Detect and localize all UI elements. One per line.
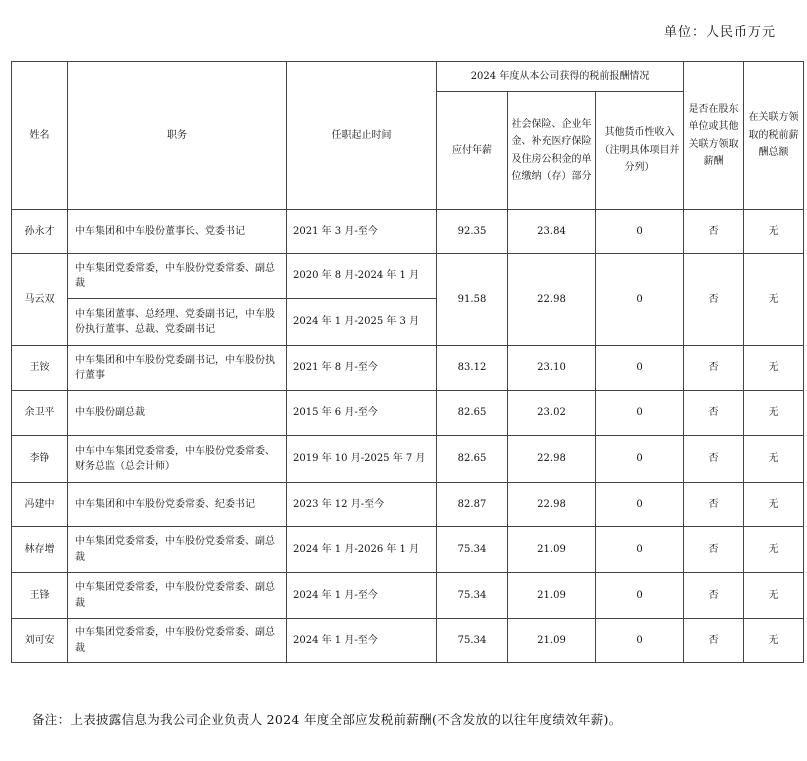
header-row-top: [12, 62, 804, 92]
cell-salary: 91.58: [437, 254, 508, 346]
cell-salary: 92.35: [437, 210, 508, 254]
cell-period: 2019 年 10 月-2025 年 7 月: [287, 436, 437, 483]
cell-period: 2023 年 12 月-至今: [287, 483, 437, 527]
cell-salary: 83.12: [437, 346, 508, 391]
cell-name: 冯建中: [12, 483, 68, 527]
cell-insurance: 22.98: [508, 483, 596, 527]
cell-salary: 82.87: [437, 483, 508, 527]
cell-other: 0: [596, 210, 684, 254]
unit-label: 单位：人民币万元: [663, 25, 776, 40]
cell-related: 否: [684, 346, 744, 391]
cell-related-total: 无: [744, 346, 804, 391]
cell-related: 否: [684, 391, 744, 436]
header-related-total: 在关联方领取的税前薪酬总额: [744, 62, 804, 210]
cell-insurance: 23.10: [508, 346, 596, 391]
cell-other: 0: [596, 346, 684, 391]
cell-name: 李铮: [12, 436, 68, 483]
cell-salary: 82.65: [437, 391, 508, 436]
cell-duty: 中车中车集团党委常委，中车股份党委常委、财务总监（总会计师）: [68, 436, 287, 483]
cell-period: 2024 年 1 月-2025 年 3 月: [287, 299, 437, 346]
compensation-table: [11, 61, 804, 663]
cell-related-total: 无: [744, 210, 804, 254]
cell-related-total: 无: [744, 573, 804, 619]
cell-name: 王锋: [12, 573, 68, 619]
header-other: 其他货币性收入（注明具体项目并分列）: [596, 92, 684, 210]
footnote: 备注：上表披露信息为我公司企业负责人 2024 年度全部应发税前薪酬(不含发放的以往年度绩效年薪)。: [32, 712, 622, 727]
table-row: [12, 436, 804, 483]
cell-duty: 中车集团和中车股份董事长、党委书记: [68, 210, 287, 254]
cell-period: 2024 年 1 月-至今: [287, 619, 437, 663]
cell-related-total: 无: [744, 527, 804, 573]
cell-name: 林存增: [12, 527, 68, 573]
cell-name: 刘可安: [12, 619, 68, 663]
header-related: 是否在股东单位或其他关联方领取薪酬: [684, 62, 744, 210]
cell-related: 否: [684, 436, 744, 483]
cell-insurance: 23.84: [508, 210, 596, 254]
cell-other: 0: [596, 391, 684, 436]
cell-period: 2015 年 6 月-至今: [287, 391, 437, 436]
cell-duty: 中车集团董事、总经理、党委副书记，中车股份执行董事、总裁、党委副书记: [68, 299, 287, 346]
cell-related-total: 无: [744, 391, 804, 436]
cell-related: 否: [684, 210, 744, 254]
cell-duty: 中车集团党委常委，中车股份党委常委、副总裁: [68, 619, 287, 663]
header-name: 姓名: [12, 62, 68, 210]
cell-name: 马云双: [12, 254, 68, 346]
cell-duty: 中车集团党委常委，中车股份党委常委、副总裁: [68, 573, 287, 619]
cell-salary: 75.34: [437, 527, 508, 573]
cell-insurance: 22.98: [508, 254, 596, 346]
cell-other: 0: [596, 527, 684, 573]
cell-other: 0: [596, 573, 684, 619]
cell-period: 2021 年 8 月-至今: [287, 346, 437, 391]
header-salary: 应付年薪: [437, 92, 508, 210]
cell-duty: 中车集团和中车股份党委副书记，中车股份执行董事: [68, 346, 287, 391]
cell-insurance: 22.98: [508, 436, 596, 483]
cell-insurance: 23.02: [508, 391, 596, 436]
cell-other: 0: [596, 436, 684, 483]
cell-period: 2021 年 3 月-至今: [287, 210, 437, 254]
cell-period: 2024 年 1 月-2026 年 1 月: [287, 527, 437, 573]
cell-related-total: 无: [744, 619, 804, 663]
cell-duty: 中车集团党委常委，中车股份党委常委、副总裁: [68, 527, 287, 573]
cell-period: 2020 年 8 月-2024 年 1 月: [287, 254, 437, 299]
cell-salary: 75.34: [437, 573, 508, 619]
cell-related-total: 无: [744, 254, 804, 346]
cell-related: 否: [684, 527, 744, 573]
table-row: [12, 619, 804, 663]
cell-related: 否: [684, 254, 744, 346]
table-row: [12, 254, 804, 299]
cell-name: 王铵: [12, 346, 68, 391]
cell-insurance: 21.09: [508, 619, 596, 663]
cell-related: 否: [684, 483, 744, 527]
header-period: 任职起止时间: [287, 62, 437, 210]
header-duty: 职务: [68, 62, 287, 210]
cell-duty: 中车股份副总裁: [68, 391, 287, 436]
table-row: [12, 573, 804, 619]
cell-insurance: 21.09: [508, 573, 596, 619]
table-row: [12, 527, 804, 573]
cell-other: 0: [596, 254, 684, 346]
cell-related-total: 无: [744, 436, 804, 483]
cell-salary: 75.34: [437, 619, 508, 663]
cell-insurance: 21.09: [508, 527, 596, 573]
table-row: [12, 483, 804, 527]
cell-duty: 中车集团党委常委，中车股份党委常委、副总裁: [68, 254, 287, 299]
cell-other: 0: [596, 483, 684, 527]
cell-other: 0: [596, 619, 684, 663]
cell-salary: 82.65: [437, 436, 508, 483]
table-row: [12, 346, 804, 391]
cell-related-total: 无: [744, 483, 804, 527]
cell-related: 否: [684, 573, 744, 619]
cell-name: 余卫平: [12, 391, 68, 436]
cell-related: 否: [684, 619, 744, 663]
table-row: [12, 391, 804, 436]
cell-period: 2024 年 1 月-至今: [287, 573, 437, 619]
cell-name: 孙永才: [12, 210, 68, 254]
header-insurance: 社会保险、企业年金、补充医疗保险及住房公积金的单位缴纳（存）部分: [508, 92, 596, 210]
cell-duty: 中车集团和中车股份党委常委、纪委书记: [68, 483, 287, 527]
header-group: 2024 年度从本公司获得的税前报酬情况: [437, 62, 684, 92]
table-row: [12, 210, 804, 254]
